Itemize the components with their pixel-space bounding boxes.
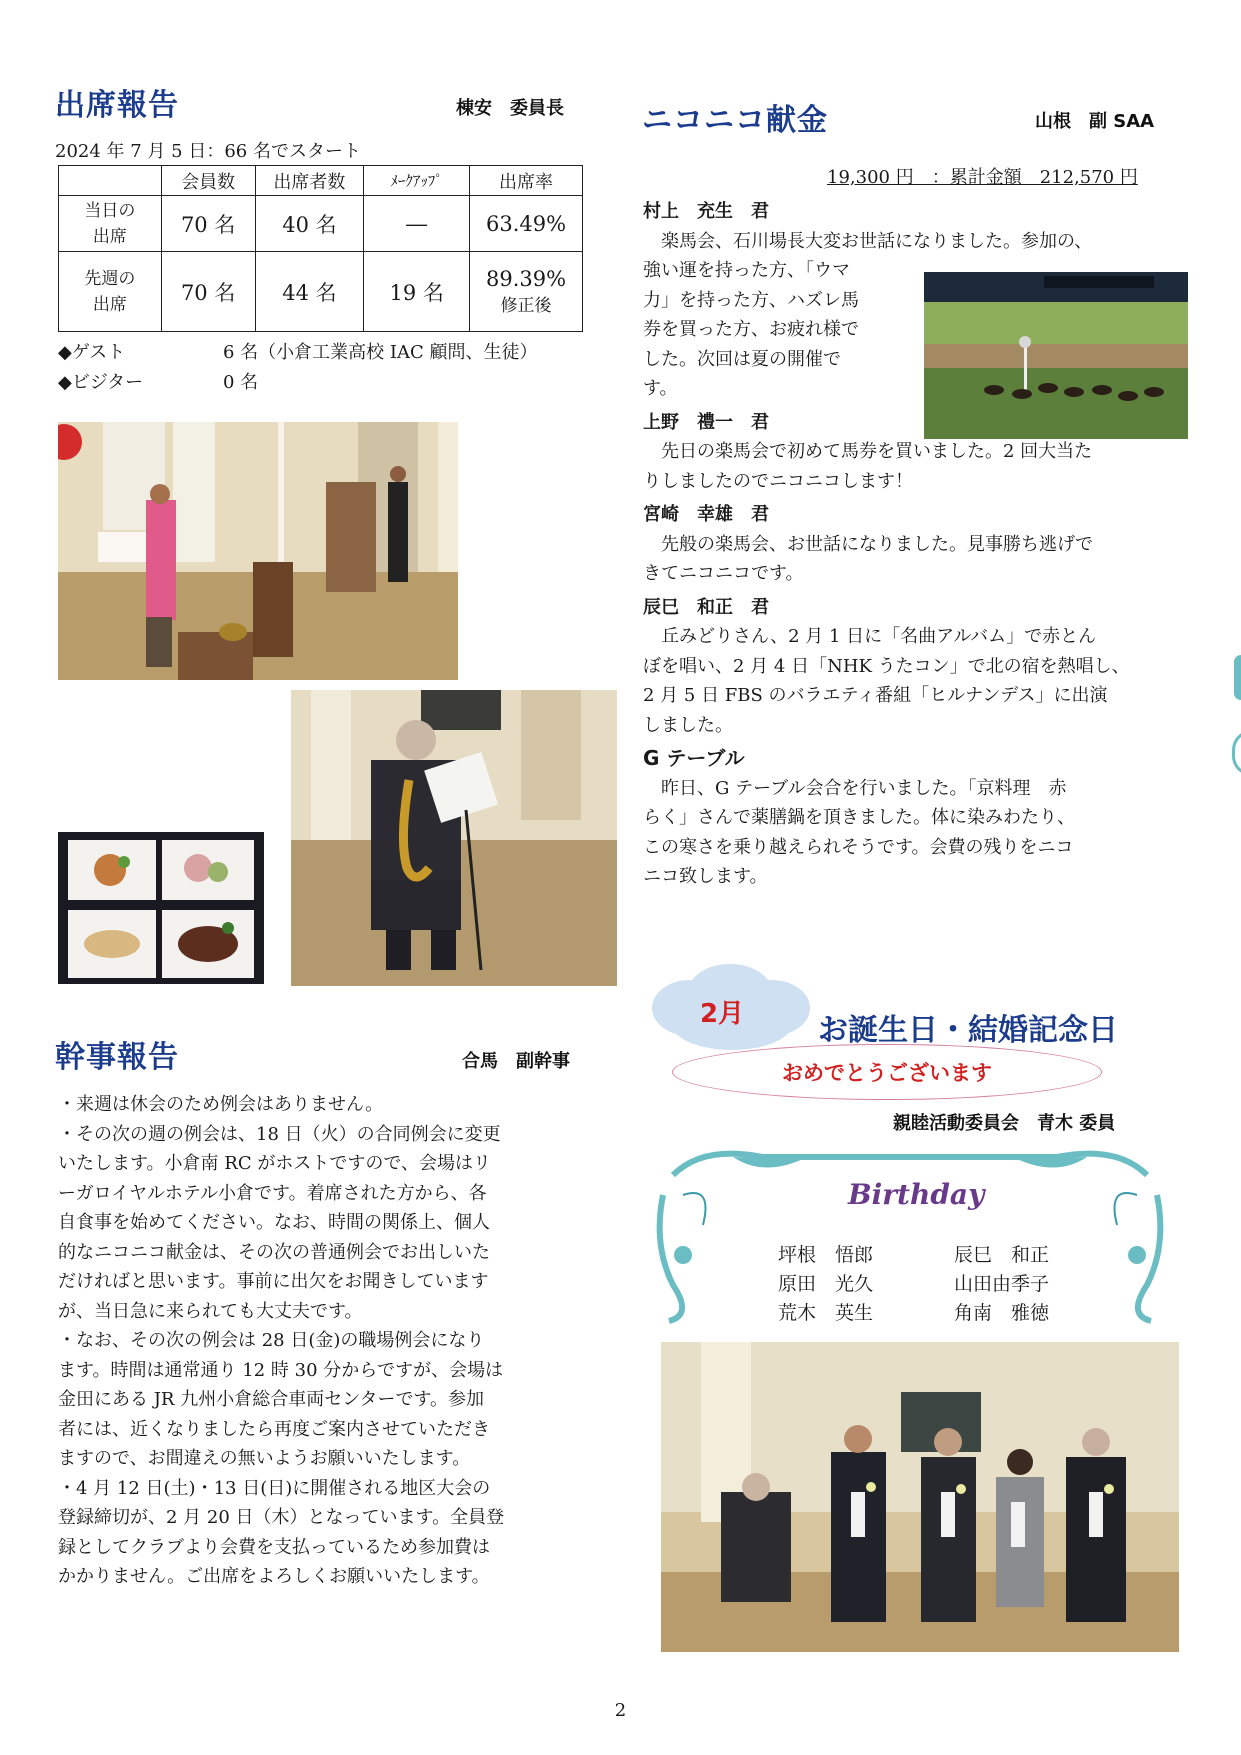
today-rate: 63.49% (470, 196, 583, 252)
birthday-committee: 親睦活動委員会 青木 委員 (893, 1113, 1116, 1134)
entry-name: 宮崎 幸雄 君 (643, 504, 769, 525)
edge-tab (1234, 655, 1241, 700)
birthday-script-label: Birthday (848, 1178, 985, 1211)
food-photo (58, 832, 264, 984)
lastweek-members: 70 名 (161, 252, 255, 332)
today-attendees: 40 名 (255, 196, 364, 252)
nikoniko-title: ニコニコ献金 (642, 103, 828, 138)
entry-line: ぼを唱い、2 月 4 日「NHK うたコン」で北の宿を熱唱し、 (643, 655, 1130, 677)
entry-line: 2 月 5 日 FBS のバラエティ番組「ヒルナンデス」に出演 (643, 685, 1108, 706)
header-cell-0 (59, 166, 162, 196)
lastweek-attendees: 44 名 (255, 252, 364, 332)
entry-name: 辰巳 和正 君 (643, 596, 769, 618)
header-cell-makeup: ﾒｰｸｱｯﾌﾟ (364, 166, 470, 196)
list-item (778, 1240, 1049, 1269)
attendance-reporter: 棟安 委員長 (456, 98, 564, 119)
header-cell-rate: 出席率 (470, 166, 583, 196)
secretary-line: ・4 月 12 日(土)・13 日(日)に開催される地区大会の (58, 1477, 491, 1499)
entry-line: 先般の楽馬会、お世話になりました。見事勝ち逃げで (643, 533, 1093, 555)
attendance-header-row (59, 166, 583, 196)
list-item (778, 1298, 1049, 1327)
secretary-line: ーガロイヤルホテル小倉です。着席された方から、各 (58, 1182, 487, 1204)
name-right: 辰巳 和正 (954, 1244, 1050, 1266)
secretary-line: 自食事を始めてください。なお、時間の関係上、個人 (58, 1212, 490, 1233)
visitor-label: ◆ビジター (58, 372, 144, 393)
entry-name: G テーブル (643, 746, 745, 770)
congrats-text: おめでとうございます (782, 1061, 992, 1085)
secretary-line: 的なニコニコ献金は、その次の普通例会でお出しいた (58, 1241, 490, 1263)
header-cell-attendees: 出席者数 (255, 166, 364, 196)
attendance-start-line: 2024 年 7 月 5 日：66 名でスタート (55, 141, 361, 162)
entry-line: ニコ致します。 (643, 866, 768, 887)
lastweek-makeup: 19 名 (364, 252, 470, 332)
secretary-line: ます。時間は通常通り 12 時 30 分からですが、会場は (58, 1359, 504, 1381)
entry-line: この寒さを乗り越えられそうです。会費の残りをニコ (643, 836, 1074, 858)
secretary-line: 金田にある JR 九州小倉総合車両センターです。参加 (58, 1389, 485, 1410)
lastweek-rate: 89.39% (485, 267, 567, 291)
list-item (778, 1269, 1049, 1298)
secretary-line: 録としてクラブより会費を支払っているため参加費は (58, 1536, 490, 1558)
secretary-line: が、当日急に来られても大丈夫です。 (58, 1300, 363, 1322)
name-left: 坪根 悟郎 (778, 1244, 874, 1266)
attendance-today-row (59, 196, 583, 252)
secretary-line: かかりません。ご出席をよろしくお願いいたします。 (58, 1566, 490, 1587)
entry-line: す。 (643, 378, 678, 399)
lastweek-label-1: 先週の (84, 268, 136, 289)
secretary-body (58, 1090, 598, 1592)
secretary-line: いたします。小倉南 RC がホストですので、会場はリ (58, 1153, 491, 1174)
entry-line: きてニコニコです。 (643, 563, 804, 584)
entry-line: 力」を持った方、ハズレ馬 (643, 289, 859, 311)
entry-name: 上野 禮一 君 (643, 411, 769, 433)
lastweek-label (59, 252, 162, 332)
lastweek-rate-cell (470, 252, 583, 332)
lastweek-label-2: 出席 (92, 294, 127, 315)
entry-line: 楽馬会、石川場長大変お世話になりました。参加の、 (643, 230, 1093, 252)
entry-line: しました。 (643, 714, 733, 736)
name-right: 角南 雅徳 (954, 1302, 1050, 1324)
birthday-month: 2月 (700, 999, 745, 1029)
speaker-photo (58, 422, 458, 680)
name-left: 荒木 英生 (778, 1302, 874, 1324)
visitor-value: 0 名 (223, 372, 259, 393)
nikoniko-reporter: 山根 副 SAA (1035, 111, 1155, 132)
edge-ornament (1232, 730, 1241, 776)
name-right: 山田由季子 (954, 1273, 1050, 1295)
entry-line: りしましたのでニコニコします！ (643, 470, 913, 492)
entry-line: 昨日、G テーブル会合を行いました。「京料理 赤 (643, 777, 1067, 799)
saxophone-photo (291, 690, 617, 986)
today-label-2: 出席 (92, 226, 127, 247)
secretary-line: 登録締切が、2 月 20 日（木）となっています。全員登 (58, 1507, 505, 1528)
secretary-reporter: 合馬 副幹事 (462, 1051, 570, 1072)
header-cell-members: 会員数 (161, 166, 255, 196)
attendance-table (58, 165, 583, 332)
entry-line: らく」さんで薬膳鍋を頂きました。体に染みわたり、 (643, 807, 1075, 828)
today-makeup: ― (364, 196, 470, 252)
lastweek-note: 修正後 (500, 296, 552, 316)
entry-line: 強い運を持った方、「ウマ (643, 260, 850, 281)
attendance-lastweek-row (59, 252, 583, 332)
secretary-line: だければと思います。事前に出欠をお聞きしています (58, 1271, 489, 1292)
birthday-names (778, 1240, 1049, 1327)
entry-name: 村上 充生 君 (643, 201, 769, 222)
secretary-title: 幹事報告 (55, 1040, 179, 1075)
horse-race-photo (924, 272, 1188, 439)
secretary-line: ・その次の週の例会は、18 日（火）の合同例会に変更 (58, 1123, 501, 1145)
entry-line: した。次回は夏の開催で (643, 348, 841, 370)
birthday-title: お誕生日・結婚記念日 (818, 1013, 1118, 1048)
name-left: 原田 光久 (778, 1273, 874, 1295)
guest-label: ◆ゲスト (58, 342, 126, 363)
secretary-line: ますので、お間違えの無いようお願いいたします。 (58, 1448, 471, 1469)
secretary-line: ・来週は休会のため例会はありません。 (58, 1094, 384, 1115)
today-label (59, 196, 162, 252)
entry-line: 丘みどりさん、2 月 1 日に「名曲アルバム」で赤とん (643, 626, 1097, 647)
guest-value: 6 名（小倉工業高校 IAC 顧問、生徒） (223, 342, 538, 363)
entry-line: 先日の楽馬会で初めて馬券を買いました。2 回大当た (643, 441, 1093, 462)
entry-line: 券を買った方、お疲れ様で (643, 319, 859, 340)
page-number: 2 (614, 1700, 627, 1721)
today-members: 70 名 (161, 196, 255, 252)
secretary-line: ・なお、その次の例会は 28 日(金)の職場例会になり (58, 1330, 485, 1351)
today-label-1: 当日の (84, 200, 136, 221)
celebrants-photo (661, 1342, 1179, 1652)
nikoniko-amount: 19,300 円 ：累計金額 212,570 円 (827, 167, 1138, 188)
attendance-title: 出席報告 (55, 88, 179, 123)
secretary-line: 者には、近くなりましたら再度ご案内させていただき (58, 1418, 490, 1440)
